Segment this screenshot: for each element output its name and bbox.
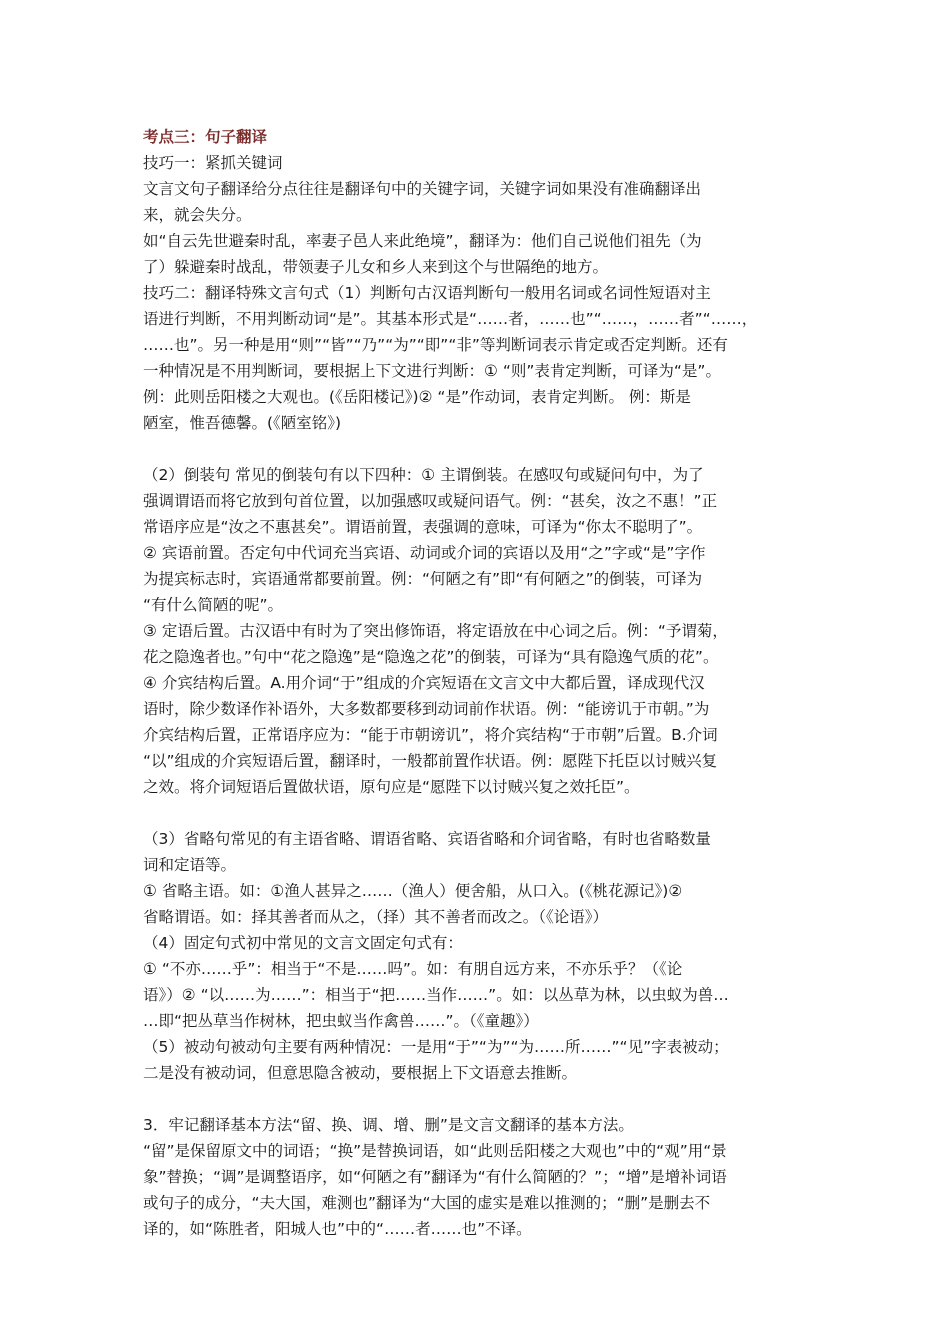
text-line: 了）躲避秦时战乱，带领妻子儿女和乡人来到这个与世隔绝的地方。 bbox=[143, 258, 609, 276]
text-line: 语时，除少数译作补语外，大多数都要移到动词前作状语。例：“能谤讥于市朝。”为 bbox=[143, 700, 710, 718]
text-line: （5）被动句被动句主要有两种情况：一是用“于”“为”“为……所……”“见”字表被动； bbox=[143, 1038, 729, 1056]
text-line: “留”是保留原文中的词语；“换”是替换词语，如“此则岳阳楼之大观也”中的“观”用“景 bbox=[143, 1142, 727, 1160]
text-line: 或句子的成分，“夫大国，难测也”翻译为“大国的虚实是难以推测的；“删”是删去不 bbox=[143, 1194, 711, 1212]
text-line: 陋室，惟吾德馨。(《陋室铭》) bbox=[143, 414, 342, 432]
text-line: 技巧一：紧抓关键词 bbox=[143, 154, 283, 172]
text-line: 介宾结构后置，正常语序应为：“能于市朝谤讥”，将介宾结构“于市朝”后置。B.介词 bbox=[143, 726, 718, 744]
text-line: 二是没有被动词，但意思隐含被动，要根据上下文语意去推断。 bbox=[143, 1064, 578, 1082]
blank-line bbox=[143, 1086, 820, 1112]
text-line: （2）倒装句 常见的倒装句有以下四种：① 主谓倒装。在感叹句或疑问句中，为了 bbox=[143, 466, 704, 484]
blank-line bbox=[143, 436, 820, 462]
text-line: 强调谓语而将它放到句首位置，以加强感叹或疑问语气。例：“甚矣，汝之不惠！”正 bbox=[143, 492, 718, 510]
text-line: 译的，如“陈胜者，阳城人也”中的“……者……也”不译。 bbox=[143, 1220, 532, 1238]
text-line: 一种情况是不用判断词，要根据上下文进行判断：① “则”表肯定判断，可译为“是”。 bbox=[143, 362, 721, 380]
text-line: 语进行判断，不用判断动词“是”。其基本形式是“……者，……也”“……，……者”“……， bbox=[143, 310, 758, 328]
text-line: 例：此则岳阳楼之大观也。(《岳阳楼记》)② “是”作动词，表肯定判断。 例：斯是 bbox=[143, 388, 691, 406]
text-line: 象”替换；“调”是调整语序，如“何陋之有”翻译为“有什么简陋的？”；“增”是增补词语 bbox=[143, 1168, 727, 1186]
blank-line bbox=[143, 800, 820, 826]
text-line: 为提宾标志时，宾语通常都要前置。例：“何陋之有”即“有何陋之”的倒装，可译为 bbox=[143, 570, 703, 588]
text-line: 3．牢记翻译基本方法“留、换、调、增、删”是文言文翻译的基本方法。 bbox=[143, 1116, 634, 1134]
text-line: 文言文句子翻译给分点往往是翻译句中的关键字词，关键字词如果没有准确翻译出 bbox=[143, 180, 702, 198]
document-body bbox=[143, 150, 820, 1242]
text-line: （4）固定句式初中常见的文言文固定句式有： bbox=[143, 934, 463, 952]
text-line: “有什么简陋的呢”。 bbox=[143, 596, 284, 614]
text-line: 花之隐逸者也。”句中“花之隐逸”是“隐逸之花”的倒装，可译为“具有隐逸气质的花”。 bbox=[143, 648, 719, 666]
text-line: 来，就会失分。 bbox=[143, 206, 252, 224]
text-line: ③ 定语后置。古汉语中有时为了突出修饰语，将定语放在中心词之后。例：“予谓菊， bbox=[143, 622, 728, 640]
text-line: 技巧二：翻译特殊文言句式（1）判断句古汉语判断句一般用名词或名词性短语对主 bbox=[143, 284, 711, 302]
text-line: ① 省略主语。如：①渔人甚异之……（渔人）便舍船，从口入。(《桃花源记》)② bbox=[143, 882, 683, 900]
text-line: ④ 介宾结构后置。A.用介词“于”组成的介宾短语在文言文中大都后置，译成现代汉 bbox=[143, 674, 705, 692]
text-line: ……也”。另一种是用“则”“皆”“乃”“为”“即”“非”等判断词表示肯定或否定判断。还有 bbox=[143, 336, 728, 354]
text-line: （3）省略句常见的有主语省略、谓语省略、宾语省略和介词省略，有时也省略数量 bbox=[143, 830, 711, 848]
text-line: 如“自云先世避秦时乱，率妻子邑人来此绝境”，翻译为：他们自己说他们祖先（为 bbox=[143, 232, 702, 250]
text-line: …即“把丛草当作树林，把虫蚁当作禽兽……”。（《童趣》） bbox=[143, 1012, 539, 1030]
section-title: 考点三：句子翻译 bbox=[143, 128, 268, 146]
text-line: ② 宾语前置。否定句中代词充当宾语、动词或介词的宾语以及用“之”字或“是”字作 bbox=[143, 544, 706, 562]
text-line: ① “不亦……乎”：相当于“不是……吗”。如：有朋自远方来，不亦乐乎？（《论 bbox=[143, 960, 683, 978]
text-line: 词和定语等。 bbox=[143, 856, 237, 874]
text-line: “以”组成的介宾短语后置，翻译时，一般都前置作状语。例：愿陛下托臣以讨贼兴复 bbox=[143, 752, 718, 770]
text-line: 常语序应是“汝之不惠甚矣”。谓语前置，表强调的意味，可译为“你太不聪明了”。 bbox=[143, 518, 703, 536]
text-line: 之效。将介词短语后置做状语，原句应是“愿陛下以讨贼兴复之效托臣”。 bbox=[143, 778, 640, 796]
text-line: 省略谓语。如：择其善者而从之，（择）其不善者而改之。（《论语》） bbox=[143, 908, 609, 926]
text-line: 语》）② “以……为……”：相当于“把……当作……”。如：以丛草为林，以虫蚁为兽… bbox=[143, 986, 729, 1004]
